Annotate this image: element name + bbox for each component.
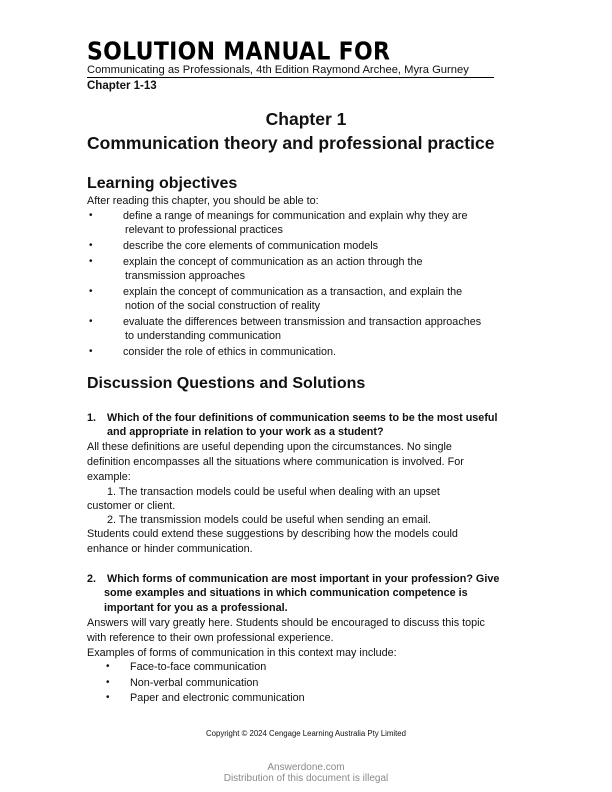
question-text: important for you as a professional. <box>104 602 288 614</box>
question-number: 1. <box>87 412 97 424</box>
bullet: • <box>89 240 93 251</box>
answer-text: All these definitions are useful depending upon the circumstances. No single <box>87 441 452 453</box>
discussion-heading: Discussion Questions and Solutions <box>87 375 366 392</box>
bullet: • <box>89 346 93 357</box>
answer-text: Examples of forms of communication in this context may include: <box>87 647 397 659</box>
objective-text: transmission approaches <box>125 270 246 282</box>
objective-text: explain the concept of communication as a transaction, and explain the <box>123 286 463 298</box>
example-text: Non-verbal communication <box>130 677 259 689</box>
example-text: Face-to-face communication <box>130 661 267 673</box>
answer-text: customer or client. <box>87 500 176 512</box>
objective-text: explain the concept of communication as an action through the <box>123 256 423 268</box>
objective-text: describe the core elements of communication models <box>123 240 379 252</box>
learning-intro: After reading this chapter, you should be able to: <box>87 195 319 207</box>
question-number: 2. <box>87 573 97 585</box>
book-subtitle: Communicating as Professionals, 4th Edition Raymond Archee, Myra Gurney <box>87 64 494 78</box>
bullet: • <box>89 286 93 297</box>
answer-text: enhance or hinder communication. <box>87 543 253 555</box>
question-text: and appropriate in relation to your work as a student? <box>107 426 384 438</box>
chapter-number: Chapter 1 <box>265 109 347 129</box>
answer-text: 1. The transaction models could be useful when dealing with an upset <box>107 486 440 498</box>
answer-text: 2. The transmission models could be useful when sending an email. <box>107 514 431 526</box>
example-text: Paper and electronic communication <box>130 692 305 704</box>
chapter-range: Chapter 1-13 <box>87 80 157 92</box>
copyright-footer: Copyright © 2024 Cengage Learning Australia Pty Limited <box>206 729 406 738</box>
objective-text: to understanding communication <box>125 330 282 342</box>
bullet: • <box>106 692 110 703</box>
objective-text: relevant to professional practices <box>125 224 283 236</box>
chapter-title: Communication theory and professional practice <box>87 133 495 153</box>
watermark-site: Answerdone.com <box>267 762 345 773</box>
answer-text: Answers will vary greatly here. Students should be encouraged to discuss this topic <box>87 617 485 629</box>
answer-text: example: <box>87 471 131 483</box>
watermark-notice: Distribution of this document is illegal <box>223 773 389 784</box>
answer-text: Students could extend these suggestions by describing how the models could <box>87 528 458 540</box>
objective-text: define a range of meanings for communication and explain why they are <box>123 210 468 222</box>
banner-title: SOLUTION MANUAL FOR <box>87 38 391 66</box>
question-text: some examples and situations in which communication competence is <box>104 587 468 599</box>
question-text: Which forms of communication are most important in your profession? Give <box>107 573 500 585</box>
objective-text: evaluate the differences between transmission and transaction approaches <box>123 316 482 328</box>
bullet: • <box>106 661 110 672</box>
objective-text: notion of the social construction of reality <box>125 300 321 312</box>
answer-text: with reference to their own professional experience. <box>87 632 334 644</box>
bullet: • <box>106 677 110 688</box>
bullet: • <box>89 316 93 327</box>
objective-text: consider the role of ethics in communication. <box>123 346 337 358</box>
bullet: • <box>89 256 93 267</box>
learning-objectives-heading: Learning objectives <box>87 175 238 192</box>
answer-text: definition encompasses all the situations where communication is involved. For <box>87 456 464 468</box>
bullet: • <box>89 210 93 221</box>
question-text: Which of the four definitions of communication seems to be the most useful <box>107 412 498 424</box>
